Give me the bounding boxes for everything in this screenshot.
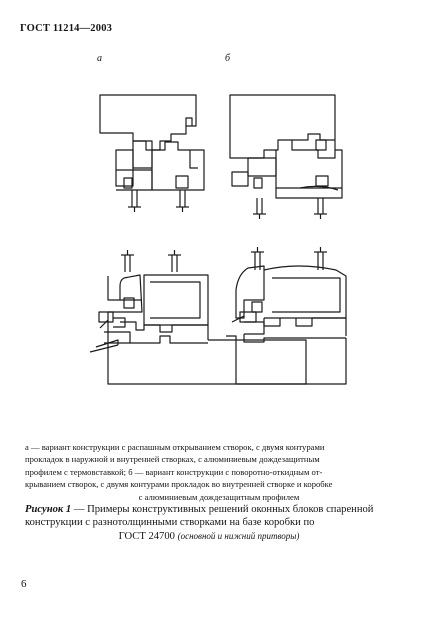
figure-legend <box>25 441 413 503</box>
caption-text: конструкции с разнотолщинными створками на базе коробки по <box>25 517 315 529</box>
figure-caption <box>25 503 393 543</box>
page-number: 6 <box>21 578 27 590</box>
document-header: ГОСТ 11214—2003 <box>20 23 113 34</box>
drawing-a-top-section <box>100 95 204 212</box>
caption-last-line <box>25 530 393 543</box>
variant-b-label: б <box>225 53 231 64</box>
legend-line: профилем с термовставкой; б — вариант конструкции с поворотно-откидным от- <box>25 466 323 477</box>
caption-figure-number: Рисунок 1 <box>25 504 72 515</box>
variant-a-label: а <box>97 53 102 64</box>
drawing-a-bottom-section <box>90 250 306 384</box>
legend-line: а — вариант конструкции с распашным открыванием створок, с двумя контурами <box>25 442 325 452</box>
legend-line: крыванием створок, с двумя контурами прокладок во внутренней створке и коробке <box>25 479 333 490</box>
caption-text: — Примеры конструктивных решений оконных блоков спаренной <box>71 504 374 515</box>
drawing-b-bottom-section <box>226 247 346 384</box>
legend-line: с алюминиевым дождезащитным профилем <box>138 491 300 502</box>
caption-text: ГОСТ 24700 <box>118 530 178 542</box>
legend-line: прокладок в наружной и внутренней створках, с алюминиевым дождезащитным <box>25 454 320 465</box>
drawing-b-top-section <box>230 95 342 219</box>
caption-note: (основной и нижний притворы) <box>177 530 300 541</box>
